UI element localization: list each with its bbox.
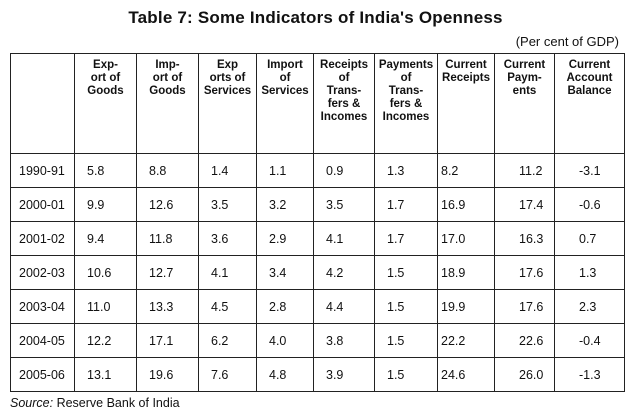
source-label: Source: xyxy=(10,396,54,410)
value-cell: 3.8 xyxy=(314,324,375,358)
value-cell: 2.3 xyxy=(555,290,625,324)
table-row xyxy=(11,358,625,392)
column-header-line: Account xyxy=(566,72,613,84)
column-header-line: Current xyxy=(445,59,487,71)
column-header xyxy=(257,54,314,154)
source-text: Reserve Bank of India xyxy=(56,396,180,410)
column-header xyxy=(438,54,495,154)
column-header-line: Current xyxy=(503,59,546,71)
column-header-line: Current xyxy=(568,59,611,71)
value-cell: 6.2 xyxy=(199,324,257,358)
year-cell: 2005-06 xyxy=(11,358,75,392)
header-row xyxy=(11,54,625,154)
value-cell: 12.6 xyxy=(137,188,199,222)
value-cell: 1.1 xyxy=(257,154,314,188)
column-header-line: Exp xyxy=(216,59,239,71)
column-header-line: of xyxy=(400,72,412,84)
value-cell: 3.5 xyxy=(199,188,257,222)
column-header-line: ents xyxy=(512,85,537,97)
value-cell: 16.3 xyxy=(495,222,555,256)
value-cell: 11.0 xyxy=(75,290,137,324)
column-header-line: Goods xyxy=(87,85,124,97)
value-cell: 12.7 xyxy=(137,256,199,290)
value-cell: 19.6 xyxy=(137,358,199,392)
value-cell: 1.3 xyxy=(375,154,438,188)
value-cell: 3.4 xyxy=(257,256,314,290)
year-cell: 2000-01 xyxy=(11,188,75,222)
column-header xyxy=(375,54,438,154)
table-row xyxy=(11,324,625,358)
column-header xyxy=(75,54,137,154)
value-cell: 10.6 xyxy=(75,256,137,290)
value-cell: 1.5 xyxy=(375,256,438,290)
value-cell: -0.6 xyxy=(555,188,625,222)
value-cell: 1.3 xyxy=(555,256,625,290)
value-cell: 4.8 xyxy=(257,358,314,392)
value-cell: 17.6 xyxy=(495,256,555,290)
value-cell: 4.0 xyxy=(257,324,314,358)
column-header-line: fers & xyxy=(327,98,361,110)
value-cell: 0.7 xyxy=(555,222,625,256)
value-cell: 4.4 xyxy=(314,290,375,324)
value-cell: 1.4 xyxy=(199,154,257,188)
value-cell: 3.2 xyxy=(257,188,314,222)
table-row xyxy=(11,222,625,256)
year-cell: 2004-05 xyxy=(11,324,75,358)
table-title: Table 7: Some Indicators of India's Openness xyxy=(128,8,503,27)
value-cell: -0.4 xyxy=(555,324,625,358)
value-cell: 2.8 xyxy=(257,290,314,324)
column-header xyxy=(495,54,555,154)
column-header-line: Trans- xyxy=(326,85,362,97)
value-cell: 17.4 xyxy=(495,188,555,222)
year-cell: 2001-02 xyxy=(11,222,75,256)
value-cell: 4.1 xyxy=(199,256,257,290)
column-header-line: Imp- xyxy=(155,59,180,71)
value-cell: 13.1 xyxy=(75,358,137,392)
value-cell: 1.5 xyxy=(375,290,438,324)
unit-note: (Per cent of GDP) xyxy=(515,34,619,49)
column-header-line: Goods xyxy=(149,85,186,97)
column-header-line: Payments xyxy=(378,59,434,71)
column-header xyxy=(555,54,625,154)
column-header-line: Incomes xyxy=(382,111,430,123)
value-cell: 9.9 xyxy=(75,188,137,222)
column-header xyxy=(137,54,199,154)
column-header xyxy=(199,54,257,154)
value-cell: 17.6 xyxy=(495,290,555,324)
column-header-line: of xyxy=(279,72,291,84)
value-cell: 9.4 xyxy=(75,222,137,256)
column-header-line: Services xyxy=(203,85,252,97)
table-row xyxy=(11,154,625,188)
year-cell: 1990-91 xyxy=(11,154,75,188)
year-cell: 2002-03 xyxy=(11,256,75,290)
value-cell: 16.9 xyxy=(438,188,495,222)
column-header-line: of xyxy=(338,72,350,84)
column-header-line: ort of xyxy=(90,72,121,84)
value-cell: 8.2 xyxy=(438,154,495,188)
column-header-line: Receipts xyxy=(442,72,490,84)
value-cell: 17.1 xyxy=(137,324,199,358)
column-header-line: Paym- xyxy=(507,72,542,84)
table-body xyxy=(11,154,625,392)
value-cell: 2.9 xyxy=(257,222,314,256)
year-cell: 2003-04 xyxy=(11,290,75,324)
value-cell: 1.5 xyxy=(375,358,438,392)
header-year xyxy=(11,54,75,154)
value-cell: 0.9 xyxy=(314,154,375,188)
value-cell: 22.6 xyxy=(495,324,555,358)
table-row xyxy=(11,188,625,222)
column-header-line: Import xyxy=(267,59,303,71)
value-cell: 3.5 xyxy=(314,188,375,222)
column-header-line: Incomes xyxy=(320,111,368,123)
value-cell: 4.2 xyxy=(314,256,375,290)
openness-table xyxy=(10,53,625,392)
column-header xyxy=(314,54,375,154)
value-cell: 26.0 xyxy=(495,358,555,392)
value-cell: 4.1 xyxy=(314,222,375,256)
column-header-line: orts of xyxy=(209,72,246,84)
value-cell: 13.3 xyxy=(137,290,199,324)
value-cell: 11.2 xyxy=(495,154,555,188)
value-cell: -3.1 xyxy=(555,154,625,188)
value-cell: 1.7 xyxy=(375,222,438,256)
column-header-line: fers & xyxy=(389,98,423,110)
column-header-line: Exp- xyxy=(93,59,118,71)
value-cell: 3.6 xyxy=(199,222,257,256)
value-cell: 5.8 xyxy=(75,154,137,188)
source-note xyxy=(10,396,180,410)
table-row xyxy=(11,290,625,324)
column-header-line: ort of xyxy=(152,72,183,84)
value-cell: 4.5 xyxy=(199,290,257,324)
value-cell: 11.8 xyxy=(137,222,199,256)
value-cell: 24.6 xyxy=(438,358,495,392)
column-header-line: Services xyxy=(261,85,309,97)
value-cell: 19.9 xyxy=(438,290,495,324)
value-cell: 17.0 xyxy=(438,222,495,256)
value-cell: 7.6 xyxy=(199,358,257,392)
value-cell: 12.2 xyxy=(75,324,137,358)
value-cell: 22.2 xyxy=(438,324,495,358)
value-cell: 3.9 xyxy=(314,358,375,392)
value-cell: 1.5 xyxy=(375,324,438,358)
table-row xyxy=(11,256,625,290)
column-header-line: Trans- xyxy=(388,85,424,97)
column-header-line: Balance xyxy=(567,85,612,97)
value-cell: 1.7 xyxy=(375,188,438,222)
openness-table-container xyxy=(10,53,624,380)
column-header-line: Receipts xyxy=(320,59,368,71)
value-cell: -1.3 xyxy=(555,358,625,392)
value-cell: 8.8 xyxy=(137,154,199,188)
value-cell: 18.9 xyxy=(438,256,495,290)
